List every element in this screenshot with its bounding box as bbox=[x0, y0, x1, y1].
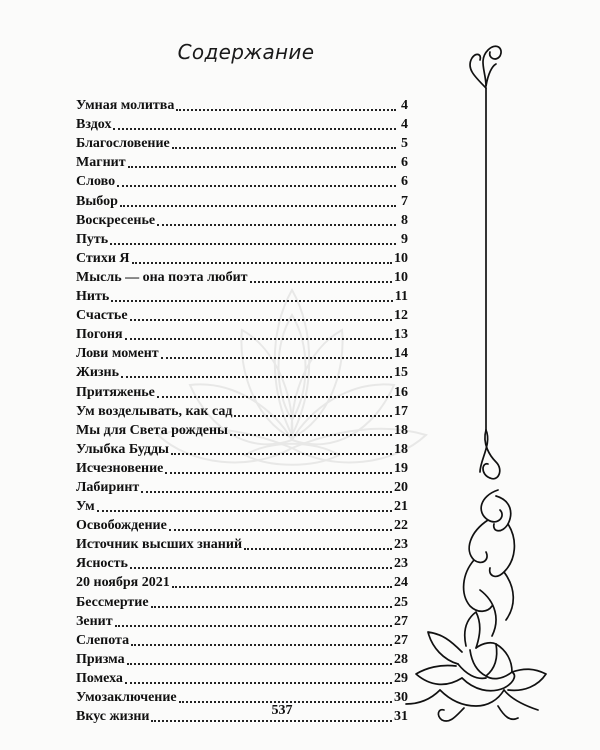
toc-item bbox=[76, 344, 408, 363]
toc-item-title: Притяженье bbox=[76, 384, 155, 400]
toc-item-title: Помеха bbox=[76, 670, 123, 686]
toc-item-title: Благословение bbox=[76, 136, 170, 152]
toc-item-page: 7 bbox=[401, 193, 408, 209]
toc-item-page: 4 bbox=[401, 117, 408, 133]
toc-item-title: 20 ноября 2021 bbox=[76, 575, 170, 591]
toc-item-page: 22 bbox=[394, 518, 408, 534]
toc-item bbox=[76, 306, 408, 325]
toc-leader-dots bbox=[120, 205, 396, 207]
toc-item-page: 23 bbox=[394, 556, 408, 572]
toc-item bbox=[76, 592, 408, 611]
toc-leader-dots bbox=[230, 434, 392, 436]
toc-leader-dots bbox=[234, 415, 392, 417]
lotus-flourish-ornament-icon bbox=[400, 0, 600, 750]
toc-leader-dots bbox=[117, 185, 396, 187]
toc-item-title: Бессмертие bbox=[76, 594, 149, 610]
toc-item-page: 12 bbox=[394, 308, 408, 324]
toc-item bbox=[76, 478, 408, 497]
toc-item-title: Улыбка Будды bbox=[76, 441, 169, 457]
toc-leader-dots bbox=[172, 586, 392, 588]
toc-item-title: Путь bbox=[76, 231, 109, 247]
toc-item-page: 28 bbox=[394, 651, 408, 667]
toc-leader-dots bbox=[171, 453, 392, 455]
toc-leader-dots bbox=[121, 376, 392, 378]
toc-item-title: Нить bbox=[76, 289, 110, 305]
toc-item bbox=[76, 440, 408, 459]
toc-item-title: Умозаключение bbox=[76, 690, 177, 705]
toc-item-page: 21 bbox=[394, 499, 408, 515]
toc-item-title: Исчезновение bbox=[76, 460, 164, 476]
toc-item bbox=[76, 211, 408, 230]
toc-leader-dots bbox=[161, 357, 392, 359]
toc-item bbox=[76, 268, 408, 287]
toc-item bbox=[76, 421, 408, 440]
toc-item-title: Стихи Я bbox=[76, 250, 130, 266]
toc-item bbox=[76, 191, 408, 210]
toc-leader-dots bbox=[151, 606, 392, 608]
toc-item-title: Лабиринт bbox=[76, 479, 140, 495]
toc-item bbox=[76, 363, 408, 382]
toc-item-title: Вздох bbox=[76, 117, 112, 133]
toc-item-page: 20 bbox=[394, 479, 408, 495]
toc-item bbox=[76, 249, 408, 268]
toc-leader-dots bbox=[111, 300, 393, 302]
toc-leader-dots bbox=[130, 567, 392, 569]
toc-leader-dots bbox=[157, 224, 396, 226]
toc-item-page: 30 bbox=[394, 690, 408, 705]
toc-item-title: Вкус жизни bbox=[76, 709, 150, 725]
toc-item bbox=[76, 172, 408, 191]
toc-item-title: Ум bbox=[76, 499, 95, 515]
toc-item-page: 6 bbox=[401, 174, 408, 190]
toc-item-page: 9 bbox=[401, 231, 408, 247]
toc-leader-dots bbox=[125, 338, 392, 340]
toc-item-title: Источник высших знаний bbox=[76, 537, 243, 553]
toc-item-title: Магнит bbox=[76, 155, 126, 171]
toc-item bbox=[76, 325, 408, 344]
toc-item bbox=[76, 287, 408, 306]
toc-item bbox=[76, 459, 408, 478]
toc-item-title: Призма bbox=[76, 651, 125, 667]
toc-leader-dots bbox=[128, 166, 396, 168]
toc-item bbox=[76, 96, 408, 115]
toc-item bbox=[76, 650, 408, 669]
toc-item-page: 18 bbox=[394, 441, 408, 457]
toc-item-title: Слепота bbox=[76, 632, 130, 648]
toc-item bbox=[76, 688, 408, 707]
toc-leader-dots bbox=[115, 625, 392, 627]
toc-item-title: Мы для Света рождены bbox=[76, 422, 228, 438]
toc-item-page: 25 bbox=[394, 594, 408, 610]
toc-item bbox=[76, 669, 408, 688]
toc-item-title: Ясность bbox=[76, 556, 128, 572]
toc-item-title: Освобождение bbox=[76, 518, 167, 534]
toc-item-page: 27 bbox=[394, 613, 408, 629]
toc-item-title: Мысль — она поэта любит bbox=[76, 269, 248, 285]
toc-item bbox=[76, 382, 408, 401]
toc-leader-dots bbox=[127, 663, 392, 665]
toc-item-page: 24 bbox=[394, 575, 408, 591]
toc-item-title: Погоня bbox=[76, 327, 123, 343]
toc-leader-dots bbox=[141, 491, 392, 493]
toc-item-page: 17 bbox=[394, 403, 408, 419]
toc-item-page: 27 bbox=[394, 632, 408, 648]
toc-item-page: 15 bbox=[394, 365, 408, 381]
toc-leader-dots bbox=[131, 644, 392, 646]
toc-item-title: Лови момент bbox=[76, 346, 159, 362]
toc-item-page: 14 bbox=[394, 346, 408, 362]
toc-item bbox=[76, 230, 408, 249]
toc-item-page: 6 bbox=[401, 155, 408, 171]
toc-item-page: 5 bbox=[401, 136, 408, 152]
toc-item-title: Жизнь bbox=[76, 365, 120, 381]
toc-item bbox=[76, 134, 408, 153]
toc-item-page: 4 bbox=[401, 98, 408, 114]
toc-item-page: 16 bbox=[394, 384, 408, 400]
toc-item-page: 29 bbox=[394, 670, 408, 686]
toc-item bbox=[76, 631, 408, 650]
toc-item bbox=[76, 516, 408, 535]
toc-item-page: 18 bbox=[394, 422, 408, 438]
toc-item-page: 31 bbox=[394, 709, 408, 725]
toc-item-title: Слово bbox=[76, 174, 116, 190]
toc-item-title: Умная молитва bbox=[76, 98, 175, 114]
toc-item bbox=[76, 402, 408, 421]
toc-leader-dots bbox=[250, 281, 392, 283]
toc-leader-dots bbox=[244, 548, 392, 550]
table-of-contents bbox=[76, 96, 408, 726]
page-title: Содержание bbox=[177, 40, 315, 64]
toc-leader-dots bbox=[113, 128, 396, 130]
toc-leader-dots bbox=[157, 396, 392, 398]
toc-leader-dots bbox=[165, 472, 392, 474]
toc-item-title: Ум возделывать, как сад bbox=[76, 403, 233, 419]
toc-item-page: 11 bbox=[394, 289, 408, 305]
toc-leader-dots bbox=[169, 529, 392, 531]
toc-leader-dots bbox=[110, 243, 396, 245]
toc-item bbox=[76, 554, 408, 573]
toc-item bbox=[76, 707, 408, 726]
toc-leader-dots bbox=[97, 510, 392, 512]
toc-leader-dots bbox=[132, 262, 392, 264]
toc-leader-dots bbox=[125, 682, 392, 684]
toc-item-title: Счастье bbox=[76, 308, 128, 324]
toc-item-page: 10 bbox=[394, 250, 408, 266]
toc-leader-dots bbox=[176, 109, 396, 111]
toc-item-page: 19 bbox=[394, 460, 408, 476]
toc-leader-dots bbox=[130, 319, 392, 321]
toc-item-title: Выбор bbox=[76, 193, 118, 209]
toc-leader-dots bbox=[151, 720, 392, 722]
toc-item-page: 10 bbox=[394, 269, 408, 285]
toc-item bbox=[76, 153, 408, 172]
toc-item bbox=[76, 573, 408, 592]
toc-item-title: Воскресенье bbox=[76, 212, 156, 228]
toc-item bbox=[76, 612, 408, 631]
toc-leader-dots bbox=[172, 147, 396, 149]
toc-item bbox=[76, 115, 408, 134]
toc-item-page: 23 bbox=[394, 537, 408, 553]
toc-item-title: Зенит bbox=[76, 613, 113, 629]
toc-item bbox=[76, 497, 408, 516]
toc-item-page: 8 bbox=[401, 212, 408, 228]
page-number: 537 bbox=[271, 703, 293, 718]
toc-item-page: 13 bbox=[394, 327, 408, 343]
toc-item bbox=[76, 535, 408, 554]
